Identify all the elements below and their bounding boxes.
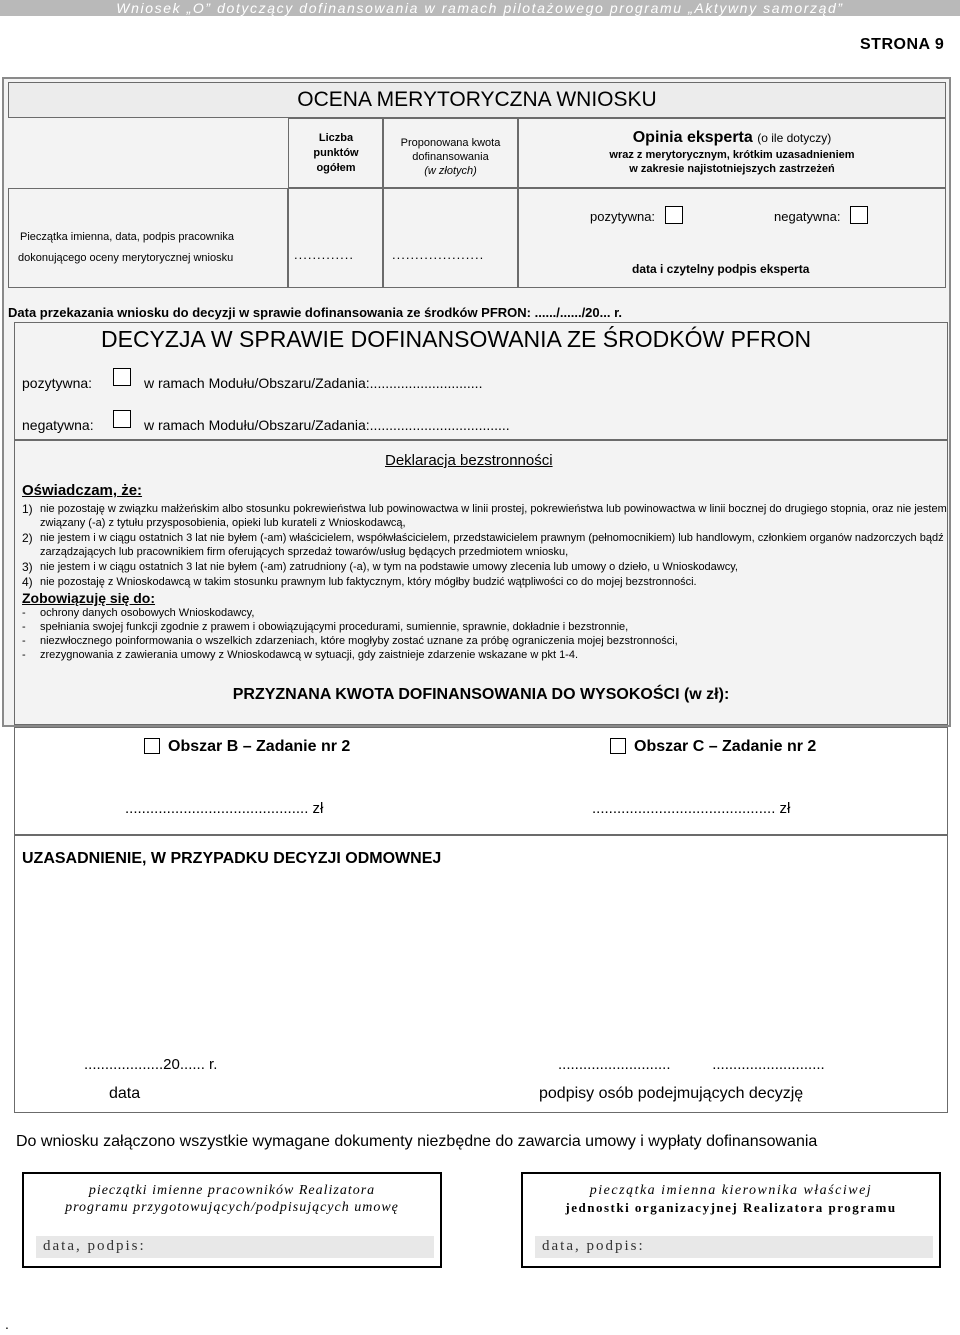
page-label: STRONA 9 [860, 36, 945, 53]
decision-positive-text: w ramach Modułu/Obszaru/Zadania:............................. [144, 375, 483, 391]
area-b [144, 738, 350, 756]
area-c [610, 738, 816, 756]
footer-dot: . [5, 1316, 9, 1332]
points-cell [288, 188, 383, 288]
declaration-items [22, 502, 952, 662]
obligation-item-text: spełniania swojej funkcji zgodnie z prawem i obowiązującymi procedurami, sumiennie, sprawnie, dokładnie i bezstronnie, [40, 621, 629, 633]
obligation-item-bullet: - [22, 621, 26, 633]
justification-date-value: ...................20...... r. [84, 1056, 218, 1073]
obligation-item-bullet: - [22, 607, 26, 619]
declaration-item-number: 2) [22, 531, 33, 545]
opinion-negative-checkbox[interactable] [850, 206, 868, 224]
obligation-item-bullet: - [22, 649, 26, 661]
justification-title: UZASADNIENIE, W PRZYPADKU DECYZJI ODMOWNEJ [22, 850, 442, 867]
granted-amount-title: PRZYZNANA KWOTA DOFINANSOWANIA DO WYSOKOŚCI (w zł): [232, 686, 730, 703]
decision-positive-checkbox[interactable] [113, 368, 131, 386]
justification-signatures-value: ........................... ........................... [558, 1056, 825, 1073]
expert-sign-label: data i czytelny podpis eksperta [632, 262, 810, 276]
declaration-item-number: 1) [22, 502, 33, 516]
area-c-checkbox[interactable] [610, 738, 626, 754]
declaration-item [22, 575, 952, 589]
declaration-item [22, 560, 952, 574]
decision-title: DECYZJA W SPRAWIE DOFINANSOWANIA ZE ŚRODKÓW PFRON [101, 326, 812, 352]
decision-negative-checkbox[interactable] [113, 410, 131, 428]
opinion-positive-checkbox[interactable] [665, 206, 683, 224]
declaration-item [22, 531, 952, 559]
attachments-note: Do wniosku załączono wszystkie wymagane dokumenty niezbędne do zawarcia umowy i wypłaty dofinansowania [16, 1133, 818, 1150]
evaluation-title: OCENA MERYTORYCZNA WNIOSKU [297, 88, 657, 111]
right-stamp-sign-label: data, podpis: [542, 1238, 645, 1254]
declaration-item-text: nie jestem i w ciągu ostatnich 3 lat nie byłem (-am) zatrudniony (-a), w tym na podstawie umowy zlecenia lub umowy o dzieło, u Wnioskodawcy, [40, 561, 738, 573]
opinion-header [518, 129, 946, 147]
obligation-item [22, 620, 952, 634]
area-b-checkbox[interactable] [144, 738, 160, 754]
decision-positive-label: pozytywna: [22, 375, 93, 391]
stamp-line-2: dokonującego oceny merytorycznej wniosku [18, 252, 234, 264]
obligation-item [22, 648, 952, 662]
opinion-suffix: (o ile dotyczy) [757, 131, 832, 145]
points-value: ............. [294, 247, 354, 262]
declaration-title: Deklaracja bezstronności [385, 452, 553, 469]
points-header: Liczba punktów ogółem [313, 132, 359, 174]
obligation-item-text: zrezygnowania z zawierania umowy z Wnioskodawcą w sytuacji, gdy zaistnieje zdarzenie wskazane w pkt 1-4. [40, 649, 579, 661]
declaration-item-number: 4) [22, 575, 33, 589]
decision-negative-text: w ramach Modułu/Obszaru/Zadania:.................................... [144, 417, 510, 433]
opinion-negative-label: negatywna: [774, 209, 841, 224]
declaration-item-number: 3) [22, 560, 33, 574]
obligation-heading: Zobowiązuję się do: [22, 590, 156, 606]
amount-value: .................... [392, 247, 485, 262]
decision-negative-label: negatywna: [22, 417, 94, 433]
obligation-item-text: ochrony danych osobowych Wnioskodawcy, [40, 607, 255, 619]
area-c-label: Obszar C – Zadanie nr 2 [634, 738, 817, 755]
justification-date-label: data [109, 1085, 141, 1102]
declaration-item-text: nie pozostaję w związku małżeńskim albo stosunku pokrewieństwa lub powinowactwa w linii prostej, pokrewieństwa lub powinowactwa w linii bocznej do drugiego stopnia, oraz nie jestem związany (-a) z tytułu przysposobienia, opieki lub kurateli z Wnioskodawcą, [40, 503, 947, 529]
declaration-statement: Oświadczam, że: [22, 482, 143, 499]
left-stamp-line-1: pieczątki imienne pracowników Realizatora [88, 1183, 376, 1198]
area-c-amount: ............................................ zł [592, 800, 791, 817]
declaration-item-text: nie jestem i w ciągu ostatnich 3 lat nie byłem (-am) właścicielem, współwłaścicielem, przedstawicielem prawnym (pełnomocnikiem) lub handlowym, członkiem organów nadzorczych bądź zarządzających lub pracownikiem firm oferujących sprzedaż towarów/usług będących przedmiotem wniosku, [40, 532, 944, 558]
transfer-date: Data przekazania wniosku do decyzji w sprawie dofinansowania ze środków PFRON: ....../....../20... r. [8, 305, 623, 320]
opinion-positive-label: pozytywna: [590, 209, 656, 224]
justification-signatures-label: podpisy osób podejmujących decyzję [539, 1085, 804, 1102]
area-b-label: Obszar B – Zadanie nr 2 [168, 738, 351, 755]
opinion-positive [590, 206, 683, 224]
right-stamp-line-2: jednostki organizacyjnej Realizatora programu [565, 1200, 897, 1215]
obligation-item-bullet: - [22, 635, 26, 647]
opinion-title: Opinia eksperta [632, 129, 753, 146]
opinion-subtitle-2: w zakresie najistotniejszych zastrzeżeń [629, 163, 835, 175]
obligation-item [22, 606, 952, 620]
amount-cell [383, 188, 518, 288]
left-stamp-sign-label: data, podpis: [43, 1238, 146, 1254]
area-b-amount: ............................................ zł [125, 800, 324, 817]
opinion-negative [774, 206, 868, 224]
amount-header: Proponowana kwota dofinansowania [400, 137, 501, 163]
declaration-item [22, 502, 952, 530]
stamp-line-1: Pieczątka imienna, data, podpis pracownika [20, 231, 235, 243]
right-stamp-line-1: pieczątka imienna kierownika właściwej [589, 1183, 873, 1198]
obligation-item-text: niezwłocznego poinformowania o wszelkich zdarzeniach, które mogłyby zostać uznane za próbę ograniczenia mojej bezstronności, [40, 635, 678, 647]
amount-header-unit: (w złotych) [424, 165, 477, 177]
opinion-subtitle-1: wraz z merytorycznym, krótkim uzasadnieniem [609, 149, 855, 161]
obligation-item [22, 634, 952, 648]
running-title: Wniosek „O” dotyczący dofinansowania w ramach pilotażowego programu „Aktywny samorząd” [116, 0, 844, 16]
declaration-item-text: nie pozostaję z Wnioskodawcą w takim stosunku prawnym lub faktycznym, który mógłby budzić wątpliwości co do mojej bezstronności. [40, 576, 697, 588]
left-stamp-line-2: programu przygotowujących/podpisujących umowę [65, 1200, 399, 1215]
